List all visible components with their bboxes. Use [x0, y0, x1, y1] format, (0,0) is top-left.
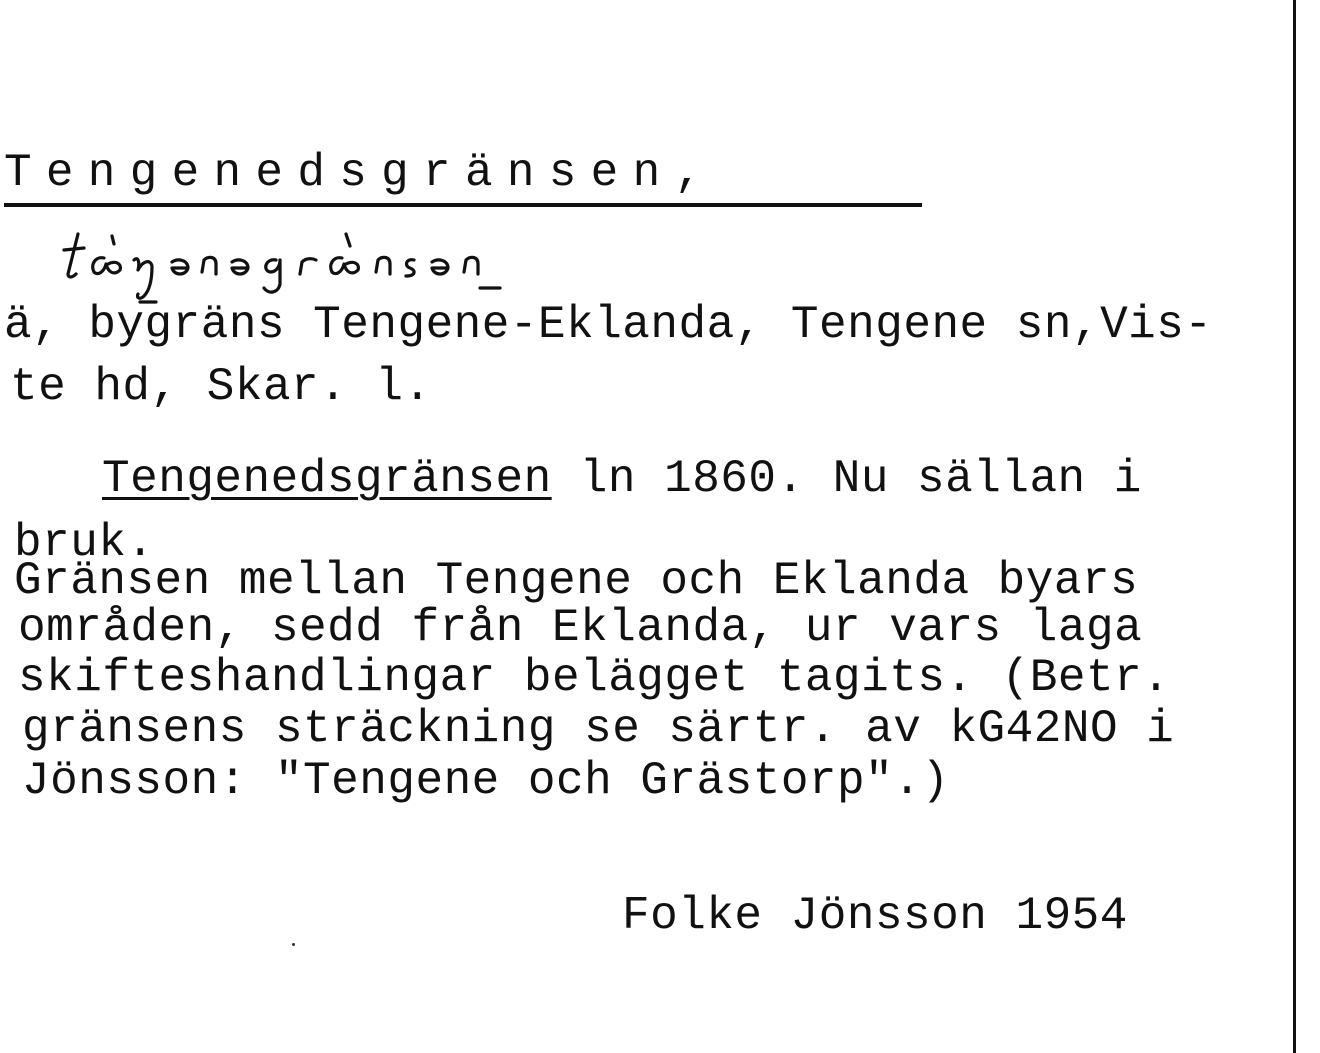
definition-line-2: te hd, Skar. l. — [10, 361, 432, 413]
handwritten-phonetic-transcription — [60, 228, 660, 308]
headword-comma: , — [674, 147, 717, 199]
description-line-5: Jönsson: "Tengene och Grästorp".) — [22, 755, 950, 807]
headword — [4, 147, 717, 199]
description-line-2: områden, sedd från Eklanda, ur vars laga — [18, 602, 1143, 654]
headword-underline — [4, 203, 922, 207]
headword-text: Tengenedsgränsen — [4, 147, 675, 199]
description-line-1: Gränsen mellan Tengene och Eklanda byars — [14, 555, 1139, 607]
usage-continuation: bruk. — [14, 517, 155, 569]
card-edge-line — [1293, 0, 1296, 1053]
usage-line — [102, 453, 1142, 505]
signature: Folke Jönsson 1954 — [622, 890, 1128, 942]
description-line-3: skifteshandlingar belägget tagits. (Betr. — [18, 652, 1171, 704]
definition-line-1: ä, bygräns Tengene-Eklanda, Tengene sn,Vis- — [4, 299, 1213, 351]
speck — [292, 943, 295, 946]
usage-rest: ln 1860. Nu sällan i — [551, 453, 1142, 505]
usage-term: Tengenedsgränsen — [102, 453, 552, 505]
description-line-4: gränsens sträckning se särtr. av kG42NO i — [22, 703, 1175, 755]
